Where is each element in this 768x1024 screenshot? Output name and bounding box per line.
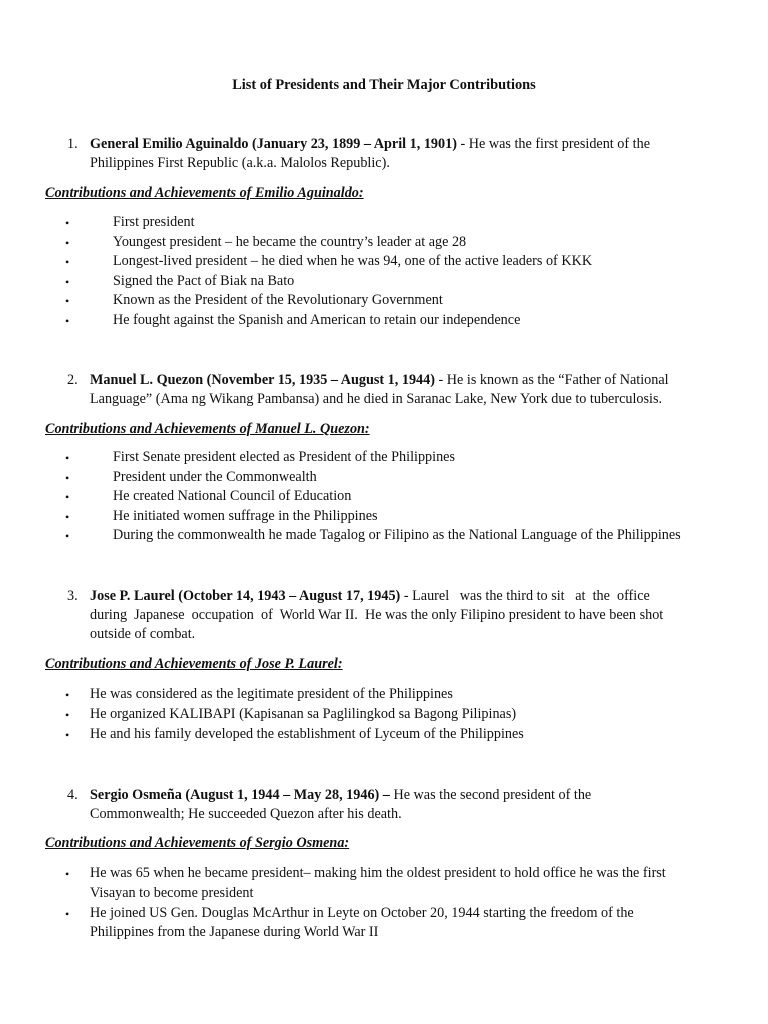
entry-description: - He was the first president of the bbox=[456, 136, 650, 152]
section-heading: Contributions and Achievements of Emilio Aguinaldo: bbox=[45, 185, 364, 201]
entry-description: He was the second president of the bbox=[389, 787, 592, 803]
entry-description-line: Philippines First Republic (a.k.a. Malolos Republic). bbox=[90, 155, 390, 171]
list-item: He joined US Gen. Douglas McArthur in Leyte on October 20, 1944 starting the freedom of the bbox=[90, 905, 634, 921]
entry-number: 4. bbox=[67, 787, 78, 803]
entry-number: 2. bbox=[67, 372, 78, 388]
president-name: Sergio Osmeña (August 1, 1944 – May 28, 1946) – bbox=[90, 787, 390, 803]
bullet-icon: • bbox=[65, 510, 70, 524]
bullet-icon: • bbox=[65, 490, 70, 504]
bullet-icon: • bbox=[65, 728, 70, 742]
president-name: Manuel L. Quezon (November 15, 1935 – August 1, 1944) bbox=[90, 372, 435, 388]
bullet-icon: • bbox=[65, 236, 70, 250]
bullet-icon: • bbox=[65, 529, 70, 543]
list-item: Known as the President of the Revolutionary Government bbox=[113, 292, 443, 308]
bullet-icon: • bbox=[65, 275, 70, 289]
entry-description-line: outside of combat. bbox=[90, 626, 196, 642]
president-name: Jose P. Laurel (October 14, 1943 – August 17, 1945) bbox=[90, 588, 401, 604]
bullet-icon: • bbox=[65, 688, 70, 702]
list-item: Youngest president – he became the country’s leader at age 28 bbox=[113, 234, 467, 250]
entry-number: 3. bbox=[67, 588, 78, 604]
bullet-icon: • bbox=[65, 867, 70, 881]
section-heading: Contributions and Achievements of Sergio Osmena: bbox=[45, 835, 350, 851]
list-item: He was considered as the legitimate president of the Philippines bbox=[90, 686, 453, 702]
list-item-continuation: Philippines from the Japanese during World War II bbox=[90, 924, 379, 940]
bullet-icon: • bbox=[65, 451, 70, 465]
bullet-icon: • bbox=[65, 216, 70, 230]
list-item: During the commonwealth he made Tagalog or Filipino as the National Language of the Philippines bbox=[113, 527, 681, 543]
section-heading: Contributions and Achievements of Jose P. Laurel: bbox=[45, 656, 343, 672]
list-item: He and his family developed the establishment of Lyceum of the Philippines bbox=[90, 726, 524, 742]
list-item: Signed the Pact of Biak na Bato bbox=[113, 273, 295, 289]
list-item: He organized KALIBAPI (Kapisanan sa Paglilingkod sa Bagong Pilipinas) bbox=[90, 706, 517, 722]
list-item: Longest-lived president – he died when he was 94, one of the active leaders of KKK bbox=[113, 253, 593, 269]
bullet-icon: • bbox=[65, 255, 70, 269]
list-item-continuation: Visayan to become president bbox=[90, 885, 254, 901]
list-item: President under the Commonwealth bbox=[113, 469, 317, 485]
list-item: He created National Council of Education bbox=[113, 488, 352, 504]
bullet-icon: • bbox=[65, 907, 70, 921]
bullet-icon: • bbox=[65, 294, 70, 308]
bullet-icon: • bbox=[65, 708, 70, 722]
page-title: List of Presidents and Their Major Contributions bbox=[232, 77, 536, 93]
list-item: He fought against the Spanish and American to retain our independence bbox=[113, 312, 521, 328]
entry-description-line: Commonwealth; He succeeded Quezon after his death. bbox=[90, 806, 402, 822]
list-item: First Senate president elected as President of the Philippines bbox=[113, 449, 456, 465]
bullet-icon: • bbox=[65, 314, 70, 328]
list-item: He initiated women suffrage in the Philippines bbox=[113, 508, 378, 524]
president-name: General Emilio Aguinaldo (January 23, 1899 – April 1, 1901) bbox=[90, 136, 457, 152]
list-item: He was 65 when he became president– making him the oldest president to hold office he was the first bbox=[90, 865, 666, 881]
bullet-icon: • bbox=[65, 471, 70, 485]
entry-description: - He is known as the “Father of National bbox=[434, 372, 669, 388]
list-item: First president bbox=[113, 214, 195, 230]
entry-number: 1. bbox=[67, 136, 78, 152]
section-heading: Contributions and Achievements of Manuel L. Quezon: bbox=[45, 421, 370, 437]
entry-description-line: during Japanese occupation of World War II. He was the only Filipino president to have been shot bbox=[90, 607, 664, 623]
entry-description: - Laurel was the third to sit at the office bbox=[400, 588, 650, 604]
entry-description-line: Language” (Ama ng Wikang Pambansa) and he died in Saranac Lake, New York due to tuberculosis. bbox=[90, 391, 663, 407]
